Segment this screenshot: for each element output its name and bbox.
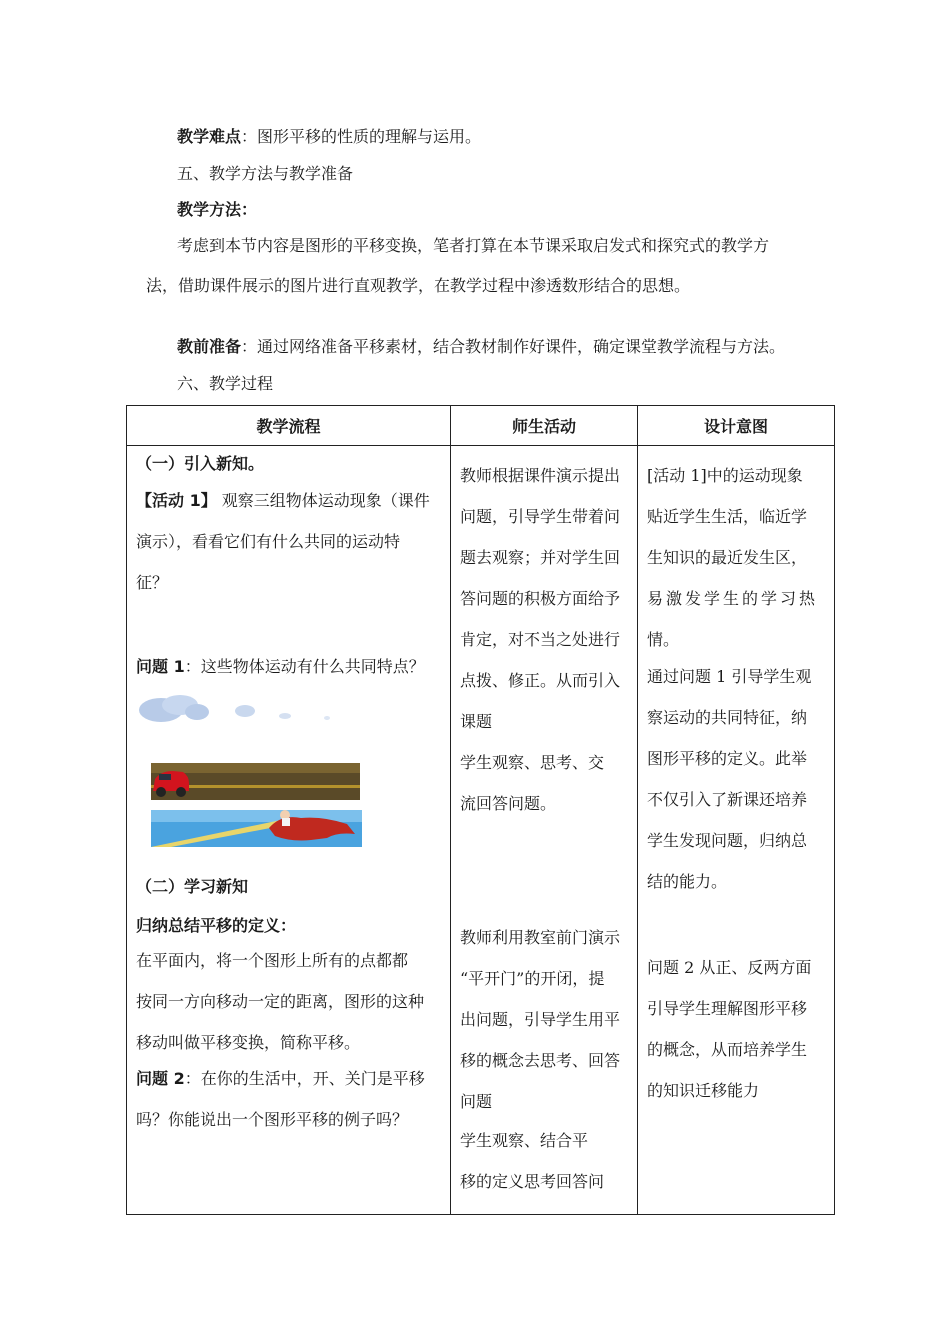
q1-label: 问题 1 xyxy=(136,657,185,676)
difficulty-label: 教学难点 xyxy=(177,127,242,146)
intent-line: 易激发学生的学习热 xyxy=(647,589,819,608)
header-activity: 师生活动 xyxy=(451,406,638,446)
intent-cell xyxy=(638,446,835,1215)
activity1-line1: 观察三组物体运动现象（课件 xyxy=(216,491,430,510)
activity-line: 教师根据课件演示提出 xyxy=(460,466,621,485)
table-header-row xyxy=(127,406,835,446)
activity-line: 流回答问题。 xyxy=(460,794,557,813)
car-image xyxy=(151,763,360,800)
definition-line3: 移动叫做平移变换，简称平移。 xyxy=(136,1033,361,1052)
activity-line: 学生观察、结合平 xyxy=(460,1131,589,1150)
intent-line: 情。 xyxy=(647,630,680,649)
preparation xyxy=(177,337,785,357)
teaching-process-table xyxy=(126,405,835,1215)
intent-line: 察运动的共同特征，纳 xyxy=(647,708,808,727)
flow-cell xyxy=(127,446,451,1215)
activity-line: 点拨、修正。从而引入 xyxy=(460,671,621,690)
q2-label: 问题 2 xyxy=(136,1069,185,1088)
method-paragraph-line2: 法，借助课件展示的图片进行直观教学，在教学过程中渗透数形结合的思想。 xyxy=(146,276,691,295)
activity-line: 移的定义思考回答问 xyxy=(460,1172,605,1191)
intent-line: 通过问题 1 引导学生观 xyxy=(647,667,812,686)
activity1-line2: 演示），看看它们有什么共同的运动特 xyxy=(136,532,401,551)
activity-line: 答问题的积极方面给予 xyxy=(460,589,621,608)
part2-title: （二）学习新知 xyxy=(136,877,249,896)
table-body-row xyxy=(127,446,835,1215)
intent-line: 的概念，从而培养学生 xyxy=(647,1040,808,1059)
method-paragraph-line1: 考虑到本节内容是图形的平移变换，笔者打算在本节课采取启发式和探究式的教学方 xyxy=(177,236,770,255)
teaching-difficulty xyxy=(177,127,481,147)
intent-line: 图形平移的定义。此举 xyxy=(647,749,808,768)
activity-line: 出问题，引导学生用平 xyxy=(460,1010,621,1029)
intent-line: 贴近学生生活，临近学 xyxy=(647,507,808,526)
activity-line: 移的概念去思考、回答 xyxy=(460,1051,621,1070)
activity1-label: 【活动 1】 xyxy=(136,491,217,510)
header-flow: 教学流程 xyxy=(127,406,451,446)
section-6-heading: 六、教学过程 xyxy=(177,374,274,393)
activity-line: 课题 xyxy=(460,712,493,731)
activity-line: 教师利用教室前门演示 xyxy=(460,928,621,947)
header-intent: 设计意图 xyxy=(638,406,835,446)
intent-line: 问题 2 从正、反两方面 xyxy=(647,958,812,977)
boat-image xyxy=(151,810,362,847)
method-label xyxy=(177,200,257,220)
definition-line2: 按同一方向移动一定的距离，图形的这种 xyxy=(136,992,425,1011)
activity-line: 问题 xyxy=(460,1092,493,1111)
cloud-image xyxy=(135,692,355,726)
intent-line: 不仅引入了新课还培养 xyxy=(647,790,808,809)
intent-line: 的知识迁移能力 xyxy=(647,1081,760,1100)
definition-title: 归纳总结平移的定义： xyxy=(136,916,297,935)
method-label-text: 教学方法： xyxy=(177,200,258,219)
q2-line1: ：在你的生活中，开、关门是平移 xyxy=(184,1069,425,1088)
activity-line: “平开门”的开闭，提 xyxy=(460,969,605,988)
definition-line1: 在平面内，将一个图形上所有的点都都 xyxy=(136,951,409,970)
activity1-line3: 征？ xyxy=(136,573,169,592)
difficulty-text: ：图形平移的性质的理解与运用。 xyxy=(241,127,482,146)
activity-cell xyxy=(451,446,638,1215)
activity-line: 肯定，对不当之处进行 xyxy=(460,630,621,649)
intent-line: 引导学生理解图形平移 xyxy=(647,999,808,1018)
activity-line: 问题，引导学生带着问 xyxy=(460,507,621,526)
prep-text: ：通过网络准备平移素材，结合教材制作好课件，确定课堂教学流程与方法。 xyxy=(241,337,786,356)
q2-line2: 吗？你能说出一个图形平移的例子吗？ xyxy=(136,1110,409,1129)
intent-line: [活动 1]中的运动现象 xyxy=(647,466,803,485)
activity-line: 题去观察；并对学生回 xyxy=(460,548,621,567)
intent-line: 生知识的最近发生区， xyxy=(647,548,808,567)
section-5-heading: 五、教学方法与教学准备 xyxy=(177,164,354,183)
q1-text: ：这些物体运动有什么共同特点？ xyxy=(184,657,425,676)
prep-label: 教前准备 xyxy=(177,337,242,356)
intent-line: 学生发现问题，归纳总 xyxy=(647,831,808,850)
part1-title: （一）引入新知。 xyxy=(136,454,265,473)
activity-line: 学生观察、思考、交 xyxy=(460,753,605,772)
intent-line: 结的能力。 xyxy=(647,872,728,891)
